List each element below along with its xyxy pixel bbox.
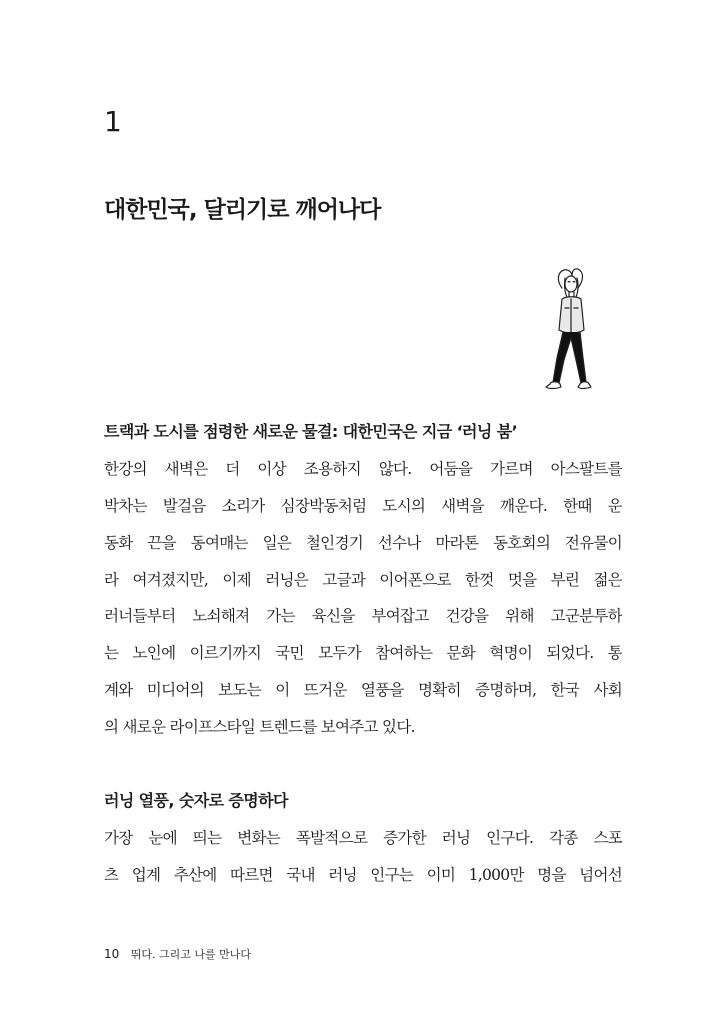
body-text-line: 츠 업계 추산에 따르면 국내 러닝 인구는 이미 1,000만 명을 넘어선	[104, 866, 622, 884]
section-heading: 트랙과 도시를 점령한 새로운 물결: 대한민국은 지금 ‘러닝 붐’	[104, 422, 518, 441]
page-footer	[104, 946, 251, 963]
body-text-line: 러너들부터 노쇠해져 가는 육신을 부여잡고 건강을 위해 고군분투하	[104, 607, 622, 625]
running-header-book-title: 뛰다. 그리고 나를 만나다	[130, 948, 252, 961]
body-text-line: 동화 끈을 동여매는 일은 철인경기 선수나 마라톤 동호회의 전유물이	[104, 534, 622, 552]
body-text-line: 는 노인에 이르기까지 국민 모두가 참여하는 문화 혁명이 되었다. 통	[104, 644, 622, 662]
body-text-line: 한강의 새벽은 더 이상 조용하지 않다. 어둠을 가르며 아스팔트를	[104, 460, 622, 478]
chapter-title: 대한민국, 달리기로 깨어나다	[104, 197, 381, 223]
page-number: 10	[104, 947, 120, 961]
body-text-line: 의 새로운 라이프스타일 트렌드를 보여주고 있다.	[104, 718, 415, 736]
running-woman-illustration	[528, 266, 608, 396]
chapter-number: 1	[104, 105, 122, 138]
section-heading: 러닝 열풍, 숫자로 증명하다	[104, 791, 288, 810]
body-text-line: 가장 눈에 띄는 변화는 폭발적으로 증가한 러닝 인구다. 각종 스포	[104, 829, 622, 847]
body-text-line: 박차는 발걸음 소리가 심장박동처럼 도시의 새벽을 깨운다. 한때 운	[104, 497, 622, 515]
body-text-line: 계와 미디어의 보도는 이 뜨거운 열풍을 명확히 증명하며, 한국 사회	[104, 681, 622, 699]
body-text-line: 라 여겨졌지만, 이제 러닝은 고글과 이어폰으로 한껏 멋을 부린 젊은	[104, 571, 622, 589]
